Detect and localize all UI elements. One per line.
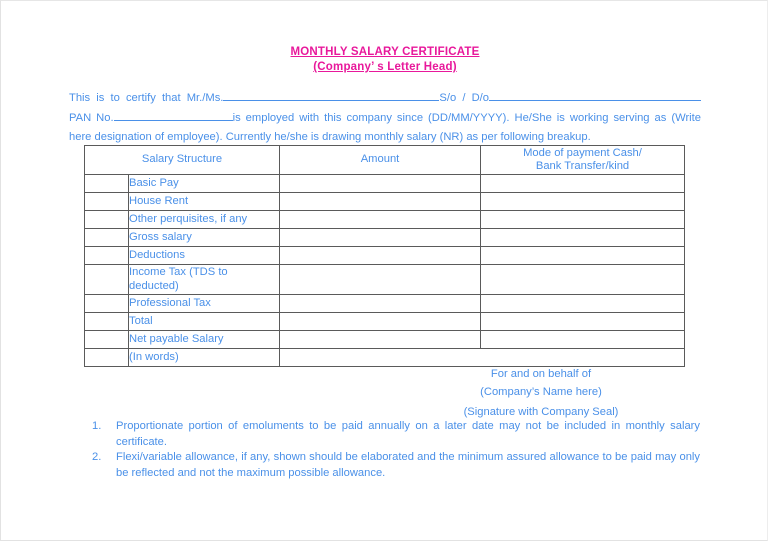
list-item xyxy=(92,450,700,481)
header-mode-line1: Mode of payment Cash/ xyxy=(523,146,642,159)
certify-text-part3: PAN No. xyxy=(69,111,114,124)
note-text: Proportionate portion of emoluments to be paid annually on a later date may not be included in monthly salary certificate. xyxy=(116,420,700,448)
header-amount: Amount xyxy=(280,146,481,175)
list-item xyxy=(92,419,700,450)
note-number: 1. xyxy=(92,420,102,432)
row-index-cell[interactable] xyxy=(85,313,129,331)
mode-cell-total[interactable] xyxy=(481,313,685,331)
table-row xyxy=(85,247,685,265)
amount-cell-net-payable-salary[interactable] xyxy=(280,331,481,349)
in-words-value-cell[interactable] xyxy=(280,349,685,367)
signature-block xyxy=(401,365,681,401)
amount-cell-gross-salary[interactable] xyxy=(280,229,481,247)
header-mode-of-payment xyxy=(481,146,685,175)
note-text: Flexi/variable allowance, if any, shown should be elaborated and the minimum assured allowance to be paid may only be reflected and not the maximum possible allowance. xyxy=(116,451,700,479)
row-label-total: Total xyxy=(129,313,280,331)
table-row xyxy=(85,313,685,331)
amount-cell-house-rent[interactable] xyxy=(280,193,481,211)
row-label-basic-pay: Basic Pay xyxy=(129,175,280,193)
name-blank-line[interactable] xyxy=(223,89,439,101)
company-name-placeholder: (Company’s Name here) xyxy=(480,386,602,398)
row-index-cell[interactable] xyxy=(85,331,129,349)
certify-text-part2: S/o / D/o xyxy=(439,92,489,104)
table-row xyxy=(85,175,685,193)
table-row xyxy=(85,193,685,211)
amount-cell-total[interactable] xyxy=(280,313,481,331)
notes-list xyxy=(92,419,700,481)
table-header-row xyxy=(85,146,685,175)
row-index-cell[interactable] xyxy=(85,295,129,313)
mode-cell-house-rent[interactable] xyxy=(481,193,685,211)
behalf-of-line: For and on behalf of xyxy=(490,368,592,380)
row-label-net-payable-salary: Net payable Salary xyxy=(129,331,280,349)
row-label-deductions: Deductions xyxy=(129,247,280,265)
amount-cell-deductions[interactable] xyxy=(280,247,481,265)
table-row xyxy=(85,265,685,295)
mode-cell-basic-pay[interactable] xyxy=(481,175,685,193)
table-row xyxy=(85,331,685,349)
row-index-cell[interactable] xyxy=(85,247,129,265)
table-row xyxy=(85,295,685,313)
page-title: MONTHLY SALARY CERTIFICATE xyxy=(290,46,480,58)
signature-seal-line: (Signature with Company Seal) xyxy=(463,406,619,418)
table-row-in-words xyxy=(85,349,685,367)
row-index-cell[interactable] xyxy=(85,211,129,229)
row-label-other-perquisites: Other perquisites, if any xyxy=(129,211,280,229)
row-label-house-rent: House Rent xyxy=(129,193,280,211)
amount-cell-income-tax[interactable] xyxy=(280,265,481,295)
header-mode-line2: Bank Transfer/kind xyxy=(535,160,630,172)
mode-cell-deductions[interactable] xyxy=(481,247,685,265)
row-index-cell[interactable] xyxy=(85,175,129,193)
row-label-income-tax: Income Tax (TDS to deducted) xyxy=(129,265,280,295)
row-index-cell[interactable] xyxy=(85,349,129,367)
mode-cell-other-perquisites[interactable] xyxy=(481,211,685,229)
page-subtitle: (Company’ s Letter Head) xyxy=(313,61,457,73)
amount-cell-basic-pay[interactable] xyxy=(280,175,481,193)
header-salary-structure: Salary Structure xyxy=(85,146,280,175)
amount-cell-other-perquisites[interactable] xyxy=(280,211,481,229)
certify-text-part1: This is to certify that Mr./Ms. xyxy=(69,92,224,104)
row-label-professional-tax: Professional Tax xyxy=(129,295,280,313)
certification-paragraph xyxy=(69,89,701,148)
mode-cell-net-payable-salary[interactable] xyxy=(481,331,685,349)
table-row xyxy=(85,211,685,229)
amount-cell-professional-tax[interactable] xyxy=(280,295,481,313)
parent-name-blank-line[interactable] xyxy=(489,89,701,101)
row-index-cell[interactable] xyxy=(85,193,129,211)
certify-text-part4: is employed with this company since (DD/MM/YYYY). He/She is working serving as (Write here designation of employee). Currently he/she is drawing monthly salary (NR) as per following breakup. xyxy=(69,111,701,143)
note-number: 2. xyxy=(92,451,102,463)
mode-cell-professional-tax[interactable] xyxy=(481,295,685,313)
row-index-cell[interactable] xyxy=(85,265,129,295)
row-index-cell[interactable] xyxy=(85,229,129,247)
row-label-in-words: (In words) xyxy=(129,349,280,367)
pan-blank-line[interactable] xyxy=(114,109,233,121)
salary-structure-table xyxy=(84,145,685,367)
mode-cell-gross-salary[interactable] xyxy=(481,229,685,247)
mode-cell-income-tax[interactable] xyxy=(481,265,685,295)
title-block xyxy=(1,45,768,75)
row-label-gross-salary: Gross salary xyxy=(129,229,280,247)
table-row xyxy=(85,229,685,247)
